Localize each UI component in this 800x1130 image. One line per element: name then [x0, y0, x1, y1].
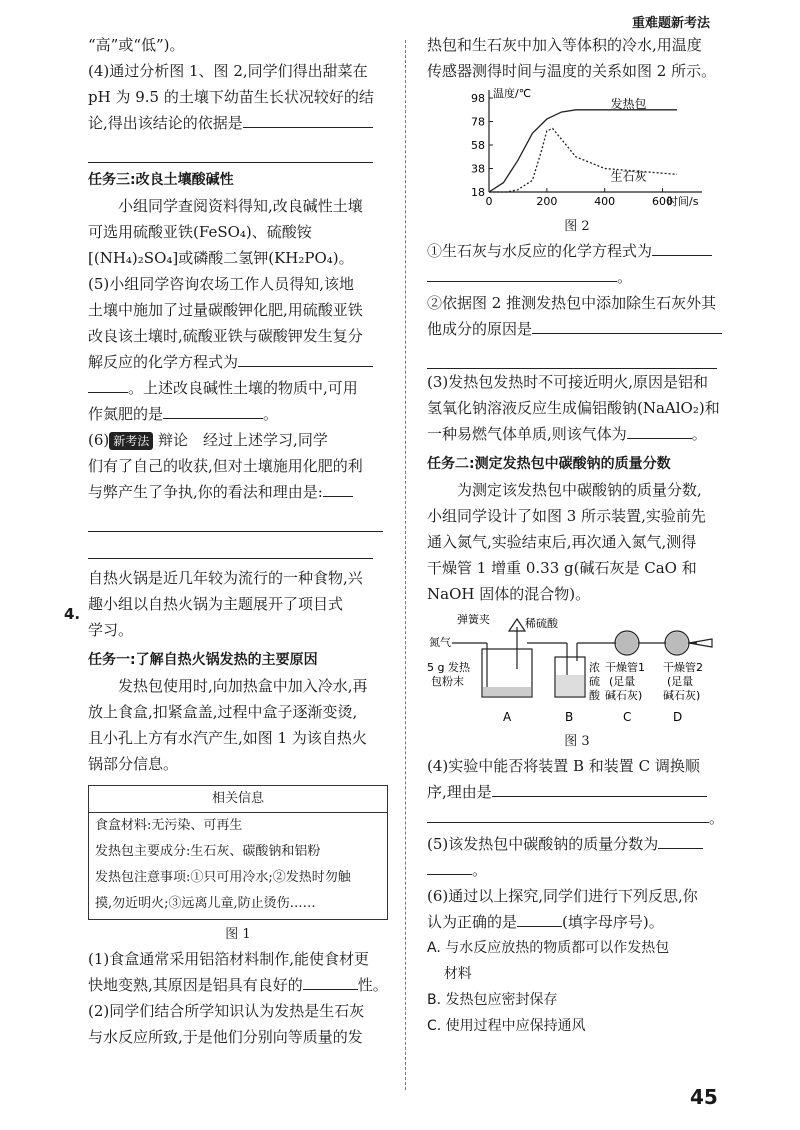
label-dryer2: 碱石灰) — [663, 689, 701, 702]
label-d: D — [673, 710, 683, 724]
option-a: A. 与水反应放热的物质都可以作发热包 — [427, 940, 670, 956]
text-line: 一种易燃气体单质,则该气体为 。 — [427, 421, 727, 447]
soda-lime-d — [666, 632, 688, 654]
y-axis-label: 温度/℃ — [493, 87, 532, 100]
question-number: 4. — [64, 605, 81, 623]
label-dryer1: 干燥管1 — [605, 661, 645, 674]
page-header: 重难题新考法 — [632, 16, 711, 31]
label-nitrogen: 氮气 — [429, 636, 451, 649]
text-line: [(NH₄)₂SO₄]或磷酸二氢钾(KH₂PO₄)。 — [88, 249, 354, 267]
info-line: 发热包主要成分:生石灰、碳酸钠和铝粉 — [95, 844, 321, 859]
apparatus-diagram — [427, 609, 727, 739]
answer-blank[interactable] — [427, 265, 617, 282]
text-line: 。 — [427, 264, 727, 290]
answer-blank[interactable] — [427, 806, 709, 823]
text-line: 小组同学设计了如图 3 所示装置,实验前先 — [427, 507, 706, 525]
temperature-chart — [427, 86, 727, 216]
x-tick-label: 200 — [536, 195, 558, 208]
text-line: 认为正确的是 (填字母序号)。 — [427, 909, 727, 935]
task-heading: 任务一:了解自热火锅发热的主要原因 — [88, 652, 318, 668]
label-acid: 稀硫酸 — [525, 617, 558, 630]
answer-blank[interactable] — [517, 910, 562, 927]
x-tick-label: 0 — [485, 195, 493, 208]
label-dryer1: 碱石灰) — [605, 689, 643, 702]
page-number: 45 — [690, 1085, 718, 1109]
label-clamp: 弹簧夹 — [457, 613, 490, 626]
text-line: 发热包使用时,向加热盒中加入冷水,再 — [118, 677, 368, 695]
text-line: 改良该土壤时,硫酸亚铁与碳酸钾发生复分 — [88, 327, 363, 345]
answer-blank[interactable] — [427, 858, 472, 875]
label-powder: 5 g 发热 — [427, 661, 470, 674]
text-line: 氢氧化钠溶液反应生成偏铝酸钠(NaAlO₂)和 — [427, 399, 720, 417]
answer-blank[interactable] — [652, 239, 712, 256]
answer-blank[interactable] — [627, 422, 692, 439]
text-line: (4)实验中能否将装置 B 和装置 C 调换顺 — [427, 757, 700, 775]
text-line: 。 — [427, 805, 727, 831]
column-divider — [405, 40, 406, 1090]
text-line: (5)该发热包中碳酸钠的质量分数为 — [427, 831, 727, 857]
text-line: 自热火锅是近几年较为流行的一种食物,兴 — [88, 569, 363, 587]
x-tick-label: 600 — [652, 195, 674, 208]
text-line: pH 为 9.5 的土壤下幼苗生长状况较好的结 — [88, 88, 374, 106]
figure-caption: 图 2 — [564, 219, 590, 234]
powder — [483, 687, 531, 696]
text-line: 。 — [427, 857, 727, 883]
label-b: B — [565, 710, 574, 724]
option-c: C. 使用过程中应保持通风 — [427, 1018, 586, 1034]
text-line: 与水反应所致,于是他们分别向等质量的发 — [88, 1028, 363, 1046]
text-line: ①生石灰与水反应的化学方程式为 — [427, 238, 727, 264]
text-line: (5)小组同学咨询农场工作人员得知,该地 — [88, 275, 355, 293]
answer-blank[interactable] — [163, 402, 263, 419]
text-line: 序,理由是 — [427, 779, 727, 805]
text-line: (4)通过分析图 1、图 2,同学们得出甜菜在 — [88, 62, 368, 80]
y-tick-label: 58 — [471, 139, 485, 152]
answer-blank[interactable] — [658, 832, 703, 849]
answer-line[interactable] — [88, 136, 373, 163]
text-line: 解反应的化学方程式为 — [88, 349, 388, 375]
text-line: 锅部分信息。 — [88, 755, 179, 773]
option-a: 材料 — [443, 966, 472, 982]
text-line: 们有了自己的收获,但对土壤施用化肥的利 — [88, 457, 363, 475]
label-dryer2: (足量 — [667, 675, 694, 688]
label-conc: 浓 — [589, 661, 600, 674]
label-dryer2: 干燥管2 — [663, 661, 703, 674]
text-line: 可选用硫酸亚铁(FeSO₄)、硫酸铵 — [88, 223, 312, 241]
answer-line[interactable] — [88, 532, 373, 559]
info-line: 发热包注意事项:①只可用冷水;②发热时勿触 — [95, 870, 351, 885]
text-line: NaOH 固体的混合物)。 — [427, 585, 591, 603]
text-line: 放上食盒,扣紧盒盖,过程中盒子逐渐变烫, — [88, 703, 358, 721]
text-line: (2)同学们结合所学知识认为发热是生石灰 — [88, 1002, 365, 1020]
text-line: 。上述改良碱性土壤的物质中,可用 — [88, 375, 388, 401]
figure-caption: 图 1 — [225, 927, 251, 942]
text-line: 传感器测得时间与温度的关系如图 2 所示。 — [427, 62, 717, 80]
answer-blank[interactable] — [243, 111, 373, 128]
label-dryer1: (足量 — [609, 675, 636, 688]
left-column — [88, 32, 388, 1050]
text-line: 小组同学查阅资料得知,改良碱性土壤 — [118, 197, 363, 215]
text-line: 且小孔上方有水汽产生,如图 1 为该自热火 — [88, 729, 367, 747]
y-tick-label: 78 — [471, 115, 485, 129]
info-box — [88, 785, 388, 920]
label-conc: 酸 — [589, 689, 600, 702]
text-line: 土壤中施加了过量碳酸钾化肥,用硫酸亚铁 — [88, 301, 363, 319]
label-a: A — [503, 710, 512, 724]
label-powder: 包粉末 — [431, 675, 464, 688]
info-line: 食盒材料:无污染、可再生 — [95, 818, 243, 833]
text-line: 他成分的原因是 — [427, 316, 727, 342]
acid-liquid — [556, 675, 584, 696]
answer-line[interactable] — [88, 505, 383, 532]
answer-blank[interactable] — [492, 780, 707, 797]
text-line: ②依据图 2 推测发热包中添加除生石灰外其 — [427, 294, 717, 312]
answer-blank[interactable] — [88, 376, 128, 393]
series-label: 发热包 — [610, 96, 647, 111]
label-conc: 硫 — [589, 675, 600, 688]
x-tick-label: 400 — [594, 195, 616, 208]
text-line: (6)通过以上探究,同学们进行下列反思,你 — [427, 887, 698, 905]
text-line: 热包和生石灰中加入等体积的冷水,用温度 — [427, 36, 702, 54]
text-line: (1)食盒通常采用铝箔材料制作,能使食材更 — [88, 950, 370, 968]
soda-lime-c — [616, 632, 638, 654]
answer-blank[interactable] — [238, 350, 373, 367]
series-line-1 — [489, 110, 677, 192]
y-tick-label: 38 — [471, 162, 485, 176]
info-line: 摸,勿近明火;③远离儿童,防止烫伤…… — [95, 896, 316, 911]
new-method-badge: 新考法 — [109, 432, 153, 450]
text-line: 为测定该发热包中碳酸钠的质量分数, — [457, 481, 702, 499]
text-line: 论,得出该结论的依据是 — [88, 110, 388, 136]
y-tick-label: 98 — [471, 92, 485, 105]
answer-line[interactable] — [427, 342, 717, 369]
y-tick-label: 18 — [471, 186, 485, 199]
text-line: (6) 新考法 辩论 经过上述学习,同学 — [88, 431, 328, 449]
text-line: (3)发热包发热时不可接近明火,原因是铝和 — [427, 373, 709, 391]
text-line: 学习。 — [88, 621, 134, 639]
option-b: B. 发热包应密封保存 — [427, 992, 558, 1008]
right-column — [427, 32, 727, 1039]
text-line: 与弊产生了争执,你的看法和理由是: — [88, 479, 388, 505]
text-line: “高”或“低”)。 — [88, 36, 185, 54]
text-line: 趣小组以自热火锅为主题展开了项目式 — [88, 595, 344, 613]
task-heading: 任务二:测定发热包中碳酸钠的质量分数 — [427, 456, 671, 472]
answer-blank[interactable] — [323, 480, 353, 497]
task-heading: 任务三:改良土壤酸碱性 — [88, 172, 234, 188]
answer-blank[interactable] — [303, 973, 358, 990]
x-axis-label: 时间/s — [667, 195, 699, 208]
label-c: C — [623, 710, 632, 724]
text-line: 快地变熟,其原因是铝具有良好的 性。 — [88, 972, 388, 998]
text-line: 作氮肥的是 。 — [88, 401, 388, 427]
info-box-title: 相关信息 — [89, 786, 387, 813]
answer-blank[interactable] — [532, 317, 722, 334]
figure-caption: 图 3 — [564, 734, 590, 749]
outlet-nozzle — [689, 639, 712, 647]
series-label: 生石灰 — [610, 169, 647, 184]
text-line: 干燥管 1 增重 0.33 g(碱石灰是 CaO 和 — [427, 559, 697, 577]
text-line: 通入氮气,实验结束后,再次通入氮气,测得 — [427, 533, 697, 551]
